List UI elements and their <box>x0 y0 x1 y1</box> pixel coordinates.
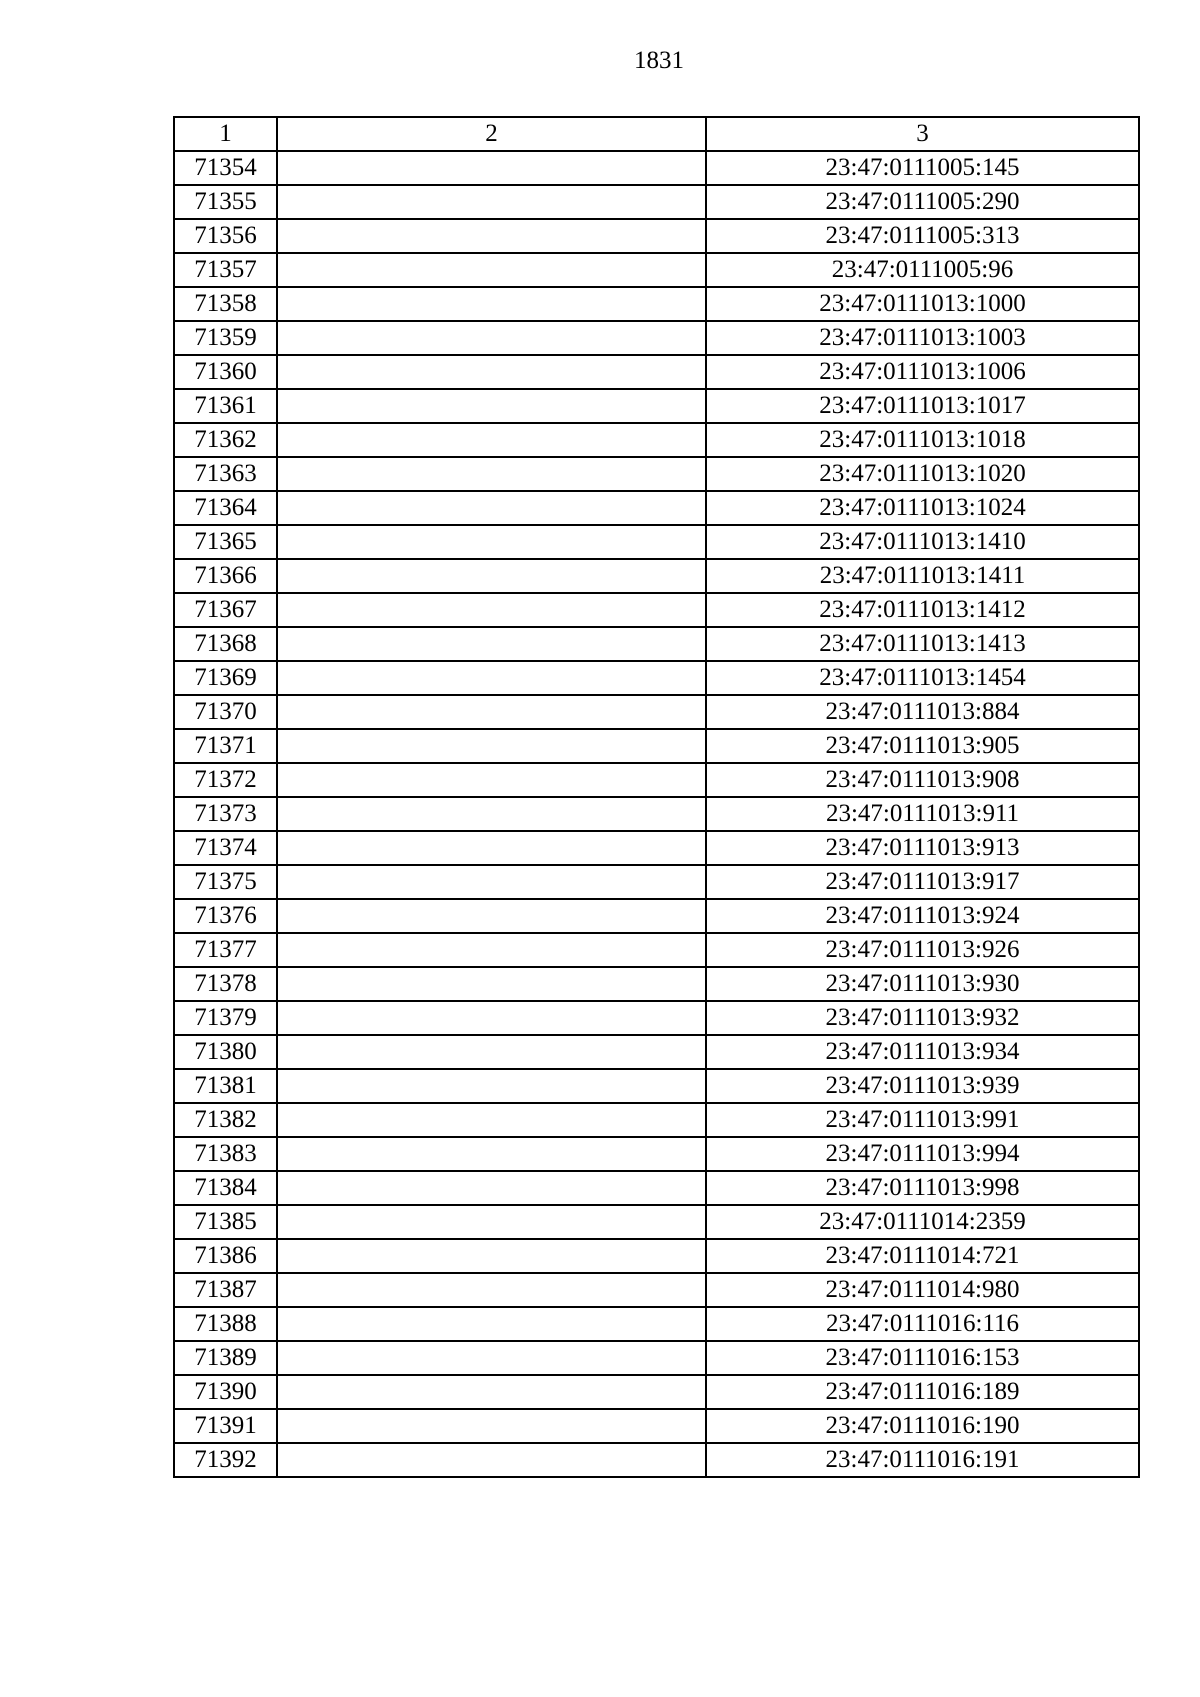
description-cell <box>277 491 706 525</box>
description-cell <box>277 287 706 321</box>
row-number-cell: 71388 <box>174 1307 277 1341</box>
table-header <box>174 117 1139 151</box>
row-number-cell: 71363 <box>174 457 277 491</box>
table-row <box>174 491 1139 525</box>
table-row <box>174 559 1139 593</box>
row-number-cell: 71381 <box>174 1069 277 1103</box>
row-number-cell: 71391 <box>174 1409 277 1443</box>
table-row <box>174 1103 1139 1137</box>
table-row <box>174 593 1139 627</box>
table-row <box>174 1035 1139 1069</box>
row-number-cell: 71380 <box>174 1035 277 1069</box>
table-row <box>174 185 1139 219</box>
description-cell <box>277 967 706 1001</box>
row-number-cell: 71358 <box>174 287 277 321</box>
row-number-cell: 71364 <box>174 491 277 525</box>
row-number-cell: 71373 <box>174 797 277 831</box>
description-cell <box>277 797 706 831</box>
table-row <box>174 763 1139 797</box>
table-row <box>174 729 1139 763</box>
row-number-cell: 71370 <box>174 695 277 729</box>
cadastral-number-cell: 23:47:0111013:905 <box>706 729 1139 763</box>
table-row <box>174 661 1139 695</box>
cadastral-number-cell: 23:47:0111013:991 <box>706 1103 1139 1137</box>
cadastral-number-cell: 23:47:0111016:189 <box>706 1375 1139 1409</box>
cadastral-number-cell: 23:47:0111013:908 <box>706 763 1139 797</box>
cadastral-number-cell: 23:47:0111013:926 <box>706 933 1139 967</box>
table-row <box>174 1137 1139 1171</box>
cadastral-number-cell: 23:47:0111013:932 <box>706 1001 1139 1035</box>
table-row <box>174 151 1139 185</box>
row-number-cell: 71355 <box>174 185 277 219</box>
table-row <box>174 1239 1139 1273</box>
description-cell <box>277 695 706 729</box>
table-row <box>174 967 1139 1001</box>
row-number-cell: 71361 <box>174 389 277 423</box>
cadastral-number-cell: 23:47:0111016:190 <box>706 1409 1139 1443</box>
table-row <box>174 627 1139 661</box>
header-col-2: 2 <box>277 117 706 151</box>
description-cell <box>277 185 706 219</box>
cadastral-number-cell: 23:47:0111013:994 <box>706 1137 1139 1171</box>
cadastral-number-cell: 23:47:0111013:1000 <box>706 287 1139 321</box>
cadastral-number-cell: 23:47:0111016:153 <box>706 1341 1139 1375</box>
row-number-cell: 71371 <box>174 729 277 763</box>
cadastral-number-cell: 23:47:0111013:934 <box>706 1035 1139 1069</box>
header-row <box>174 117 1139 151</box>
table-row <box>174 831 1139 865</box>
cadastral-number-cell: 23:47:0111013:930 <box>706 967 1139 1001</box>
table-row <box>174 389 1139 423</box>
row-number-cell: 71375 <box>174 865 277 899</box>
table-row <box>174 1341 1139 1375</box>
description-cell <box>277 1307 706 1341</box>
description-cell <box>277 1409 706 1443</box>
table-row <box>174 1409 1139 1443</box>
description-cell <box>277 253 706 287</box>
description-cell <box>277 1137 706 1171</box>
description-cell <box>277 219 706 253</box>
row-number-cell: 71390 <box>174 1375 277 1409</box>
description-cell <box>277 933 706 967</box>
description-cell <box>277 763 706 797</box>
table-row <box>174 219 1139 253</box>
row-number-cell: 71382 <box>174 1103 277 1137</box>
cadastral-number-cell: 23:47:0111016:191 <box>706 1443 1139 1477</box>
row-number-cell: 71369 <box>174 661 277 695</box>
description-cell <box>277 593 706 627</box>
description-cell <box>277 1171 706 1205</box>
cadastral-number-cell: 23:47:0111013:917 <box>706 865 1139 899</box>
cadastral-number-cell: 23:47:0111013:998 <box>706 1171 1139 1205</box>
cadastral-number-cell: 23:47:0111013:1412 <box>706 593 1139 627</box>
row-number-cell: 71368 <box>174 627 277 661</box>
row-number-cell: 71387 <box>174 1273 277 1307</box>
description-cell <box>277 729 706 763</box>
cadastral-number-cell: 23:47:0111013:1003 <box>706 321 1139 355</box>
row-number-cell: 71385 <box>174 1205 277 1239</box>
row-number-cell: 71377 <box>174 933 277 967</box>
row-number-cell: 71372 <box>174 763 277 797</box>
table-row <box>174 1273 1139 1307</box>
cadastral-number-cell: 23:47:0111005:145 <box>706 151 1139 185</box>
table-row <box>174 1171 1139 1205</box>
table-row <box>174 899 1139 933</box>
table-row <box>174 695 1139 729</box>
table-row <box>174 525 1139 559</box>
row-number-cell: 71362 <box>174 423 277 457</box>
cadastral-number-cell: 23:47:0111014:980 <box>706 1273 1139 1307</box>
register-table <box>173 116 1140 1478</box>
cadastral-number-cell: 23:47:0111013:911 <box>706 797 1139 831</box>
cadastral-number-cell: 23:47:0111013:1017 <box>706 389 1139 423</box>
row-number-cell: 71360 <box>174 355 277 389</box>
row-number-cell: 71357 <box>174 253 277 287</box>
cadastral-number-cell: 23:47:0111005:96 <box>706 253 1139 287</box>
header-col-1: 1 <box>174 117 277 151</box>
table-row <box>174 1443 1139 1477</box>
description-cell <box>277 423 706 457</box>
description-cell <box>277 321 706 355</box>
cadastral-number-cell: 23:47:0111013:884 <box>706 695 1139 729</box>
cadastral-number-cell: 23:47:0111013:1413 <box>706 627 1139 661</box>
row-number-cell: 71365 <box>174 525 277 559</box>
description-cell <box>277 899 706 933</box>
row-number-cell: 71356 <box>174 219 277 253</box>
cadastral-number-cell: 23:47:0111014:721 <box>706 1239 1139 1273</box>
description-cell <box>277 389 706 423</box>
row-number-cell: 71383 <box>174 1137 277 1171</box>
table-row <box>174 457 1139 491</box>
description-cell <box>277 1103 706 1137</box>
description-cell <box>277 1069 706 1103</box>
row-number-cell: 71366 <box>174 559 277 593</box>
cadastral-number-cell: 23:47:0111013:1020 <box>706 457 1139 491</box>
row-number-cell: 71376 <box>174 899 277 933</box>
cadastral-number-cell: 23:47:0111014:2359 <box>706 1205 1139 1239</box>
cadastral-number-cell: 23:47:0111013:939 <box>706 1069 1139 1103</box>
description-cell <box>277 865 706 899</box>
description-cell <box>277 1239 706 1273</box>
row-number-cell: 71386 <box>174 1239 277 1273</box>
description-cell <box>277 1001 706 1035</box>
cadastral-number-cell: 23:47:0111013:1410 <box>706 525 1139 559</box>
description-cell <box>277 1205 706 1239</box>
row-number-cell: 71354 <box>174 151 277 185</box>
row-number-cell: 71384 <box>174 1171 277 1205</box>
table-row <box>174 1307 1139 1341</box>
table-row <box>174 933 1139 967</box>
header-col-3: 3 <box>706 117 1139 151</box>
table-row <box>174 253 1139 287</box>
cadastral-number-cell: 23:47:0111016:116 <box>706 1307 1139 1341</box>
cadastral-number-cell: 23:47:0111005:313 <box>706 219 1139 253</box>
row-number-cell: 71374 <box>174 831 277 865</box>
cadastral-number-cell: 23:47:0111013:1411 <box>706 559 1139 593</box>
cadastral-number-cell: 23:47:0111013:1024 <box>706 491 1139 525</box>
table-row <box>174 1205 1139 1239</box>
description-cell <box>277 661 706 695</box>
page-number: 1831 <box>634 47 684 74</box>
row-number-cell: 71392 <box>174 1443 277 1477</box>
table-row <box>174 423 1139 457</box>
description-cell <box>277 525 706 559</box>
cadastral-number-cell: 23:47:0111005:290 <box>706 185 1139 219</box>
table-row <box>174 865 1139 899</box>
cadastral-number-cell: 23:47:0111013:1018 <box>706 423 1139 457</box>
description-cell <box>277 1443 706 1477</box>
row-number-cell: 71378 <box>174 967 277 1001</box>
description-cell <box>277 1035 706 1069</box>
table-row <box>174 1001 1139 1035</box>
cadastral-number-cell: 23:47:0111013:1454 <box>706 661 1139 695</box>
row-number-cell: 71389 <box>174 1341 277 1375</box>
cadastral-number-cell: 23:47:0111013:1006 <box>706 355 1139 389</box>
description-cell <box>277 831 706 865</box>
table-row <box>174 321 1139 355</box>
description-cell <box>277 151 706 185</box>
table-row <box>174 1375 1139 1409</box>
description-cell <box>277 457 706 491</box>
table-row <box>174 797 1139 831</box>
table-row <box>174 287 1139 321</box>
row-number-cell: 71379 <box>174 1001 277 1035</box>
description-cell <box>277 627 706 661</box>
description-cell <box>277 1375 706 1409</box>
cadastral-number-cell: 23:47:0111013:924 <box>706 899 1139 933</box>
cadastral-number-cell: 23:47:0111013:913 <box>706 831 1139 865</box>
description-cell <box>277 559 706 593</box>
table-row <box>174 355 1139 389</box>
description-cell <box>277 1341 706 1375</box>
description-cell <box>277 1273 706 1307</box>
description-cell <box>277 355 706 389</box>
row-number-cell: 71359 <box>174 321 277 355</box>
table-body <box>174 151 1139 1477</box>
row-number-cell: 71367 <box>174 593 277 627</box>
table-row <box>174 1069 1139 1103</box>
